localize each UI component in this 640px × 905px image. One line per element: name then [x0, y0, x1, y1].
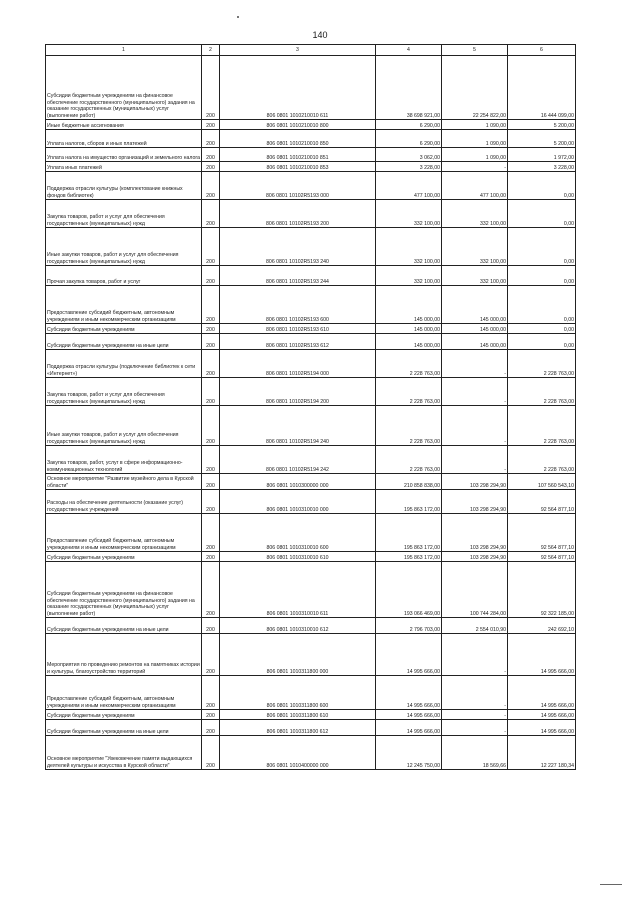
row-value-col6: 12 227 180,34: [508, 736, 576, 770]
row-name-cell: Уплата налогов, сборов и иных платежей: [46, 130, 202, 148]
row-code-cell: 806 0801 1010210010 850: [220, 130, 376, 148]
table-row: [46, 618, 576, 634]
row-value-col6: 14 995 666,00: [508, 710, 576, 720]
row-value-col6: 2 228 763,00: [508, 446, 576, 474]
row-value-col5: 332 100,00: [442, 266, 508, 286]
row-name-cell: Субсидии бюджетным учреждениям на иные цели: [46, 720, 202, 736]
row-value-col5: -: [442, 350, 508, 378]
row-csr-cell: 200: [202, 120, 220, 130]
page-number: 140: [312, 30, 328, 40]
table-body: [46, 56, 576, 770]
row-value-col6: 92 322 185,00: [508, 562, 576, 618]
row-csr-cell: 200: [202, 474, 220, 490]
row-name-cell: Предоставление субсидий бюджетным, автономным учреждениям и иным некоммерческим организациям: [46, 514, 202, 552]
row-value-col5: 145 000,00: [442, 334, 508, 350]
table-row: [46, 162, 576, 172]
row-code-cell: 806 0801 10102R5193 612: [220, 334, 376, 350]
row-value-col6: 5 200,00: [508, 120, 576, 130]
row-value-col5: 103 298 294,90: [442, 514, 508, 552]
table-row: [46, 490, 576, 514]
row-value-col6: 14 995 666,00: [508, 634, 576, 676]
row-code-cell: 806 0801 10102R5193 000: [220, 172, 376, 200]
row-value-col4: 210 858 838,00: [376, 474, 442, 490]
row-code-cell: 806 0801 10102R5194 242: [220, 446, 376, 474]
table-header-row: [46, 45, 576, 56]
row-value-col4: 14 995 666,00: [376, 634, 442, 676]
table-row: [46, 350, 576, 378]
header-cell-2: 2: [202, 45, 220, 56]
budget-table: [45, 44, 576, 770]
row-value-col4: 477 100,00: [376, 172, 442, 200]
table-row: [46, 324, 576, 334]
row-value-col4: 193 066 469,00: [376, 562, 442, 618]
row-value-col4: 14 995 666,00: [376, 676, 442, 710]
row-csr-cell: 200: [202, 378, 220, 406]
row-value-col4: 2 228 763,00: [376, 446, 442, 474]
row-value-col4: 14 995 666,00: [376, 710, 442, 720]
row-value-col5: -: [442, 406, 508, 446]
row-value-col5: 22 254 822,00: [442, 56, 508, 120]
row-value-col6: 0,00: [508, 324, 576, 334]
header-cell-4: 4: [376, 45, 442, 56]
row-csr-cell: 200: [202, 162, 220, 172]
row-value-col4: 2 228 763,00: [376, 350, 442, 378]
table-row: [46, 334, 576, 350]
row-code-cell: 806 0801 10102R5193 200: [220, 200, 376, 228]
row-value-col4: 12 245 750,00: [376, 736, 442, 770]
row-value-col6: 2 228 763,00: [508, 378, 576, 406]
table-row: [46, 228, 576, 266]
row-value-col6: 2 228 763,00: [508, 406, 576, 446]
row-name-cell: Прочая закупка товаров, работ и услуг: [46, 266, 202, 286]
row-code-cell: 806 0801 1010310010 600: [220, 514, 376, 552]
row-value-col4: 195 863 172,00: [376, 552, 442, 562]
row-value-col6: 0,00: [508, 266, 576, 286]
row-value-col5: 145 000,00: [442, 324, 508, 334]
row-name-cell: Предоставление субсидий бюджетным, автономным учреждениям и иным некоммерческим организациям: [46, 676, 202, 710]
scan-speck: [237, 16, 239, 18]
table-row: [46, 720, 576, 736]
row-value-col6: 92 564 877,10: [508, 490, 576, 514]
row-value-col4: 3 228,00: [376, 162, 442, 172]
row-csr-cell: 200: [202, 736, 220, 770]
row-name-cell: Закупка товаров, работ и услуг для обеспечения государственных (муниципальных) нужд: [46, 200, 202, 228]
table-row: [46, 710, 576, 720]
row-value-col6: 242 692,10: [508, 618, 576, 634]
row-csr-cell: 200: [202, 350, 220, 378]
row-csr-cell: 200: [202, 514, 220, 552]
row-code-cell: 806 0801 1010400000 000: [220, 736, 376, 770]
row-value-col5: -: [442, 710, 508, 720]
row-csr-cell: 200: [202, 446, 220, 474]
row-value-col5: 477 100,00: [442, 172, 508, 200]
row-name-cell: Уплата налога на имущество организаций и земельного налога: [46, 148, 202, 162]
row-code-cell: 806 0801 1010310010 611: [220, 562, 376, 618]
row-value-col4: 332 100,00: [376, 228, 442, 266]
row-csr-cell: 200: [202, 266, 220, 286]
row-code-cell: 806 0801 1010311800 000: [220, 634, 376, 676]
row-value-col4: 2 796 703,00: [376, 618, 442, 634]
row-name-cell: Закупка товаров, работ и услуг для обеспечения государственных (муниципальных) нужд: [46, 378, 202, 406]
row-value-col4: 2 228 763,00: [376, 378, 442, 406]
row-value-col6: 14 995 666,00: [508, 720, 576, 736]
row-csr-cell: 200: [202, 130, 220, 148]
row-value-col4: 6 290,00: [376, 120, 442, 130]
table-row: [46, 266, 576, 286]
row-name-cell: Субсидии бюджетным учреждениям: [46, 324, 202, 334]
row-value-col6: 5 200,00: [508, 130, 576, 148]
row-value-col6: 0,00: [508, 172, 576, 200]
row-value-col4: 195 863 172,00: [376, 514, 442, 552]
row-value-col5: 145 000,00: [442, 286, 508, 324]
row-code-cell: 806 0801 1010210010 800: [220, 120, 376, 130]
row-csr-cell: 200: [202, 200, 220, 228]
row-name-cell: Иные закупки товаров, работ и услуг для обеспечения государственных (муниципальных) нужд: [46, 228, 202, 266]
row-value-col4: 2 228 763,00: [376, 406, 442, 446]
row-csr-cell: 200: [202, 720, 220, 736]
row-csr-cell: 200: [202, 172, 220, 200]
row-csr-cell: 200: [202, 710, 220, 720]
row-csr-cell: 200: [202, 618, 220, 634]
row-csr-cell: 200: [202, 406, 220, 446]
row-code-cell: 806 0801 10102R5193 610: [220, 324, 376, 334]
row-csr-cell: 200: [202, 552, 220, 562]
row-value-col6: 107 560 543,10: [508, 474, 576, 490]
row-name-cell: Расходы на обеспечение деятельности (оказание услуг) государственных учреждений: [46, 490, 202, 514]
table-row: [46, 172, 576, 200]
row-value-col6: 92 564 877,10: [508, 514, 576, 552]
row-csr-cell: 200: [202, 148, 220, 162]
row-code-cell: 806 0801 1010310010 610: [220, 552, 376, 562]
row-csr-cell: 200: [202, 676, 220, 710]
table-row: [46, 634, 576, 676]
table-row: [46, 130, 576, 148]
row-name-cell: Мероприятия по проведению ремонтов на памятниках истории и культуры, благоустройство территорий: [46, 634, 202, 676]
row-name-cell: Поддержка отрасли культуры (комплектование книжных фондов библиотек): [46, 172, 202, 200]
row-value-col5: 1 090,00: [442, 148, 508, 162]
row-code-cell: 806 0801 1010311800 612: [220, 720, 376, 736]
row-value-col5: -: [442, 720, 508, 736]
table-row: [46, 736, 576, 770]
row-value-col5: 1 090,00: [442, 120, 508, 130]
row-name-cell: Закупка товаров, работ, услуг в сфере информационно-коммуникационных технологий: [46, 446, 202, 474]
row-value-col5: 2 554 010,90: [442, 618, 508, 634]
table-row: [46, 446, 576, 474]
row-value-col5: -: [442, 446, 508, 474]
row-value-col6: 16 444 099,00: [508, 56, 576, 120]
row-value-col4: 38 698 921,00: [376, 56, 442, 120]
row-name-cell: Субсидии бюджетным учреждениям: [46, 710, 202, 720]
row-value-col4: 3 062,00: [376, 148, 442, 162]
row-value-col5: -: [442, 634, 508, 676]
row-csr-cell: 200: [202, 562, 220, 618]
row-value-col5: 1 090,00: [442, 130, 508, 148]
table-row: [46, 148, 576, 162]
row-value-col4: 145 000,00: [376, 334, 442, 350]
table-row: [46, 406, 576, 446]
row-csr-cell: 200: [202, 334, 220, 350]
row-value-col5: 103 298 294,90: [442, 490, 508, 514]
row-name-cell: Уплата иных платежей: [46, 162, 202, 172]
row-value-col5: 100 744 284,00: [442, 562, 508, 618]
row-value-col5: -: [442, 676, 508, 710]
table-row: [46, 562, 576, 618]
scan-corner-mark: [600, 884, 622, 885]
row-csr-cell: 200: [202, 286, 220, 324]
row-code-cell: 806 0801 1010311800 600: [220, 676, 376, 710]
row-value-col6: 92 564 877,10: [508, 552, 576, 562]
row-value-col4: 195 863 172,00: [376, 490, 442, 514]
header-cell-6: 6: [508, 45, 576, 56]
row-value-col4: 14 995 666,00: [376, 720, 442, 736]
table-row: [46, 286, 576, 324]
row-name-cell: Основное мероприятие "Увековечение памяти выдающихся деятелей культуры и искусства в Курской области": [46, 736, 202, 770]
row-value-col4: 145 000,00: [376, 286, 442, 324]
row-value-col5: 103 298 294,90: [442, 552, 508, 562]
row-name-cell: Субсидии бюджетным учреждениям на финансовое обеспечение государственного (муниципального) задания на оказание государственных (муниципальных) услуг (выполнение работ): [46, 562, 202, 618]
row-code-cell: 806 0801 10102R5194 240: [220, 406, 376, 446]
row-value-col6: 0,00: [508, 228, 576, 266]
row-value-col5: -: [442, 378, 508, 406]
row-value-col4: 145 000,00: [376, 324, 442, 334]
row-value-col6: 14 995 666,00: [508, 676, 576, 710]
row-code-cell: 806 0801 10102R5194 200: [220, 378, 376, 406]
row-code-cell: 806 0801 1010300000 000: [220, 474, 376, 490]
row-value-col6: 2 228 763,00: [508, 350, 576, 378]
row-code-cell: 806 0801 1010210010 851: [220, 148, 376, 162]
row-code-cell: 806 0801 10102R5193 240: [220, 228, 376, 266]
row-value-col4: 6 290,00: [376, 130, 442, 148]
row-code-cell: 806 0801 1010210010 853: [220, 162, 376, 172]
row-code-cell: 806 0801 10102R5193 244: [220, 266, 376, 286]
row-csr-cell: 200: [202, 324, 220, 334]
row-value-col5: 18 569,66: [442, 736, 508, 770]
header-cell-1: 1: [46, 45, 202, 56]
row-value-col6: 0,00: [508, 200, 576, 228]
row-name-cell: Основное мероприятие "Развитие музейного дела в Курской области": [46, 474, 202, 490]
row-value-col5: 332 100,00: [442, 200, 508, 228]
table-row: [46, 552, 576, 562]
row-value-col6: 0,00: [508, 334, 576, 350]
row-value-col5: 103 298 294,90: [442, 474, 508, 490]
table-row: [46, 474, 576, 490]
row-name-cell: Предоставление субсидий бюджетным, автономным учреждениям и иным некоммерческим организациям: [46, 286, 202, 324]
row-value-col4: 332 100,00: [376, 266, 442, 286]
row-name-cell: Субсидии бюджетным учреждениям на иные цели: [46, 334, 202, 350]
table-row: [46, 200, 576, 228]
row-code-cell: 806 0801 1010310010 000: [220, 490, 376, 514]
row-csr-cell: 200: [202, 228, 220, 266]
row-value-col6: 1 972,00: [508, 148, 576, 162]
table-row: [46, 676, 576, 710]
row-value-col5: -: [442, 162, 508, 172]
row-name-cell: Субсидии бюджетным учреждениям на финансовое обеспечение государственного (муниципального) задания на оказание государственных (муниципальных) услуг (выполнение работ): [46, 56, 202, 120]
row-value-col5: 332 100,00: [442, 228, 508, 266]
row-code-cell: 806 0801 1010310010 612: [220, 618, 376, 634]
table-row: [46, 514, 576, 552]
row-value-col4: 332 100,00: [376, 200, 442, 228]
row-csr-cell: 200: [202, 634, 220, 676]
header-cell-5: 5: [442, 45, 508, 56]
row-csr-cell: 200: [202, 490, 220, 514]
row-csr-cell: 200: [202, 56, 220, 120]
table-row: [46, 120, 576, 130]
row-code-cell: 806 0801 1010311800 610: [220, 710, 376, 720]
table-row: [46, 378, 576, 406]
header-cell-3: 3: [220, 45, 376, 56]
row-value-col6: 3 228,00: [508, 162, 576, 172]
row-name-cell: Субсидии бюджетным учреждениям: [46, 552, 202, 562]
row-code-cell: 806 0801 1010210010 611: [220, 56, 376, 120]
row-name-cell: Субсидии бюджетным учреждениям на иные цели: [46, 618, 202, 634]
row-name-cell: Иные бюджетные ассигнования: [46, 120, 202, 130]
row-name-cell: Поддержка отрасли культуры (подключение библиотек к сети «Интернет»): [46, 350, 202, 378]
table-row: [46, 56, 576, 120]
row-code-cell: 806 0801 10102R5194 000: [220, 350, 376, 378]
row-name-cell: Иные закупки товаров, работ и услуг для обеспечения государственных (муниципальных) нужд: [46, 406, 202, 446]
row-value-col6: 0,00: [508, 286, 576, 324]
row-code-cell: 806 0801 10102R5193 600: [220, 286, 376, 324]
